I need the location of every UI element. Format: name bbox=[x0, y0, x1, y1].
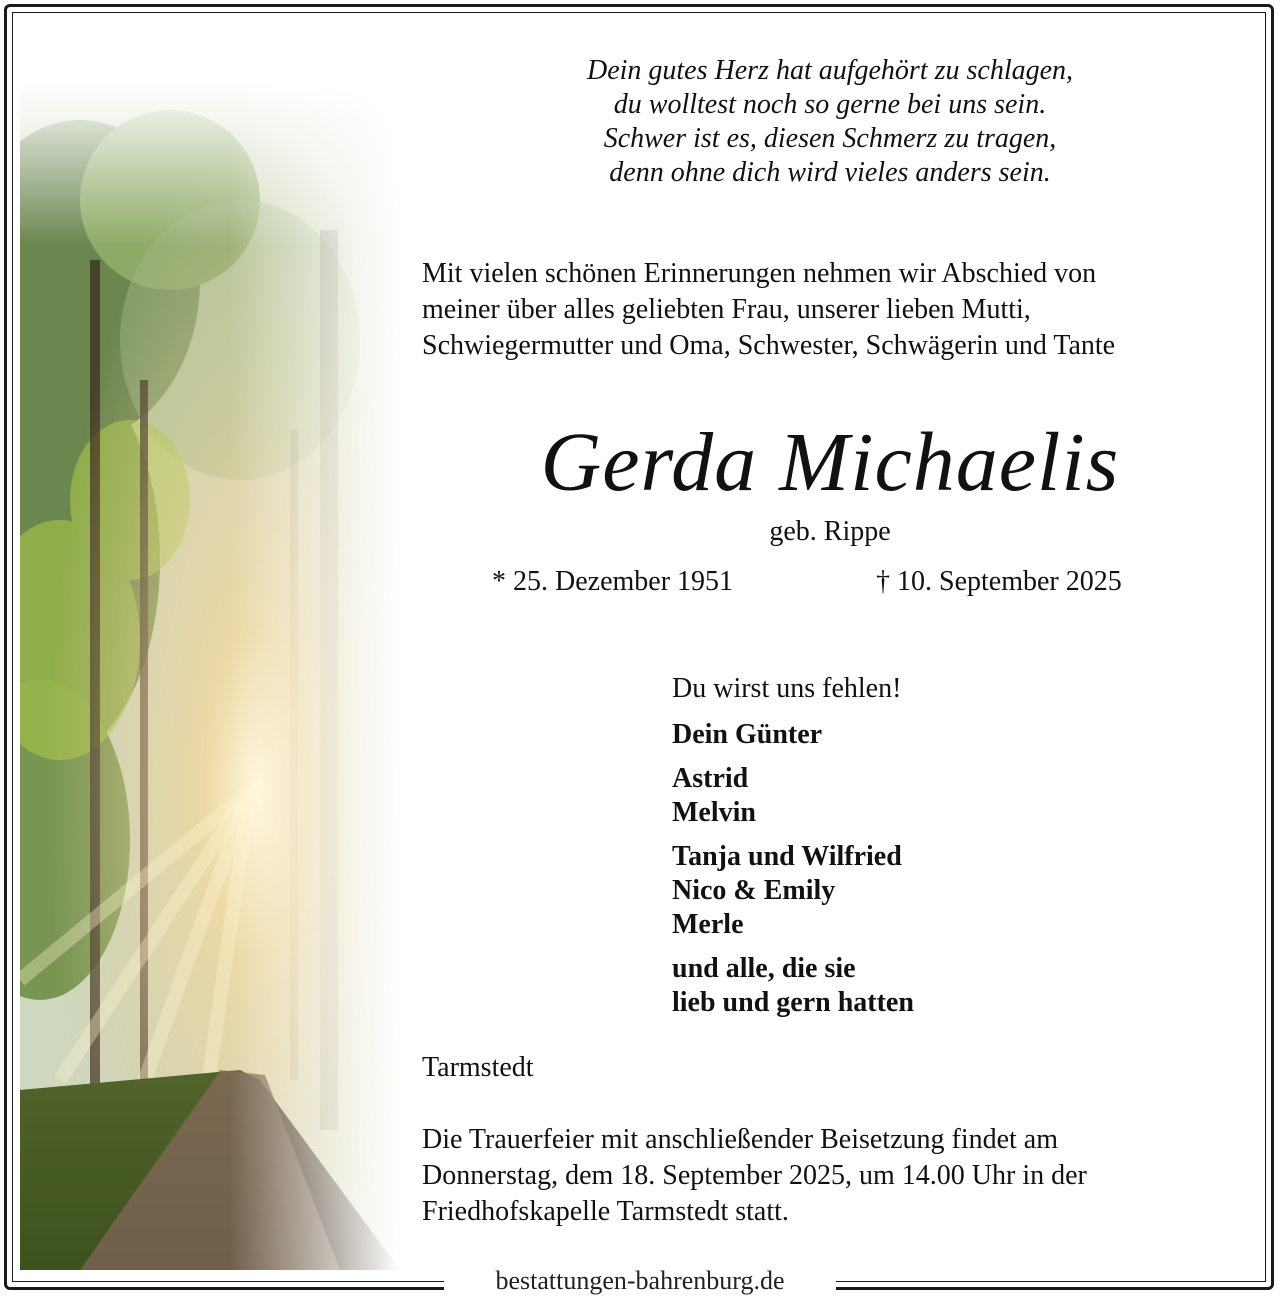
mourner-name: Tanja und Wilfried bbox=[672, 841, 902, 872]
service-line: Donnerstag, dem 18. September 2025, um 14.00 Uhr in der bbox=[422, 1160, 1087, 1191]
intro-line: meiner über alles geliebten Frau, unserer lieben Mutti, bbox=[422, 294, 1031, 325]
mourners-block bbox=[672, 672, 1232, 1030]
mourner-name: und alle, die sie bbox=[672, 953, 856, 984]
mourner-name: lieb und gern hatten bbox=[672, 987, 914, 1018]
poem-line: Dein gutes Herz hat aufgehört zu schlagen, bbox=[586, 55, 1074, 86]
service-line: Friedhofskapelle Tarmstedt statt. bbox=[422, 1196, 789, 1227]
forest-photo bbox=[20, 80, 400, 1270]
service-line: Die Trauerfeier mit anschließender Beisetzung findet am bbox=[422, 1124, 1059, 1155]
farewell-line: Du wirst uns fehlen! bbox=[672, 673, 902, 704]
poem-line: denn ohne dich wird vieles anders sein. bbox=[609, 157, 1051, 188]
mourner-group bbox=[672, 840, 1232, 942]
place-name: Tarmstedt bbox=[422, 1052, 534, 1083]
poem-line: Schwer ist es, diesen Schmerz zu tragen, bbox=[603, 123, 1057, 154]
death-date: † 10. September 2025 bbox=[876, 566, 1122, 597]
mourner-name: Astrid bbox=[672, 763, 749, 794]
deceased-name: Gerda Michaelis bbox=[540, 416, 1120, 509]
mourner-group bbox=[672, 762, 1232, 830]
intro-line: Mit vielen schönen Erinnerungen nehmen wir Abschied von bbox=[422, 258, 1097, 289]
mourner-name: Dein Günter bbox=[672, 719, 823, 750]
mourner-name: Melvin bbox=[672, 797, 756, 828]
mourner-name: Nico & Emily bbox=[672, 875, 836, 906]
birth-name: geb. Rippe bbox=[769, 516, 891, 547]
birth-date: * 25. Dezember 1951 bbox=[492, 566, 734, 597]
farewell-intro bbox=[422, 256, 1262, 364]
mourner-group bbox=[672, 718, 1232, 752]
intro-line: Schwiegermutter und Oma, Schwester, Schwägerin und Tante bbox=[422, 330, 1116, 361]
mourner-name: Merle bbox=[672, 909, 744, 940]
poem-line: du wolltest noch so gerne bei uns sein. bbox=[613, 89, 1047, 120]
memorial-poem bbox=[420, 54, 1240, 190]
mourner-group bbox=[672, 952, 1232, 1020]
footer-website: bestattungen-bahrenburg.de bbox=[495, 1266, 785, 1295]
service-info bbox=[422, 1122, 1252, 1230]
